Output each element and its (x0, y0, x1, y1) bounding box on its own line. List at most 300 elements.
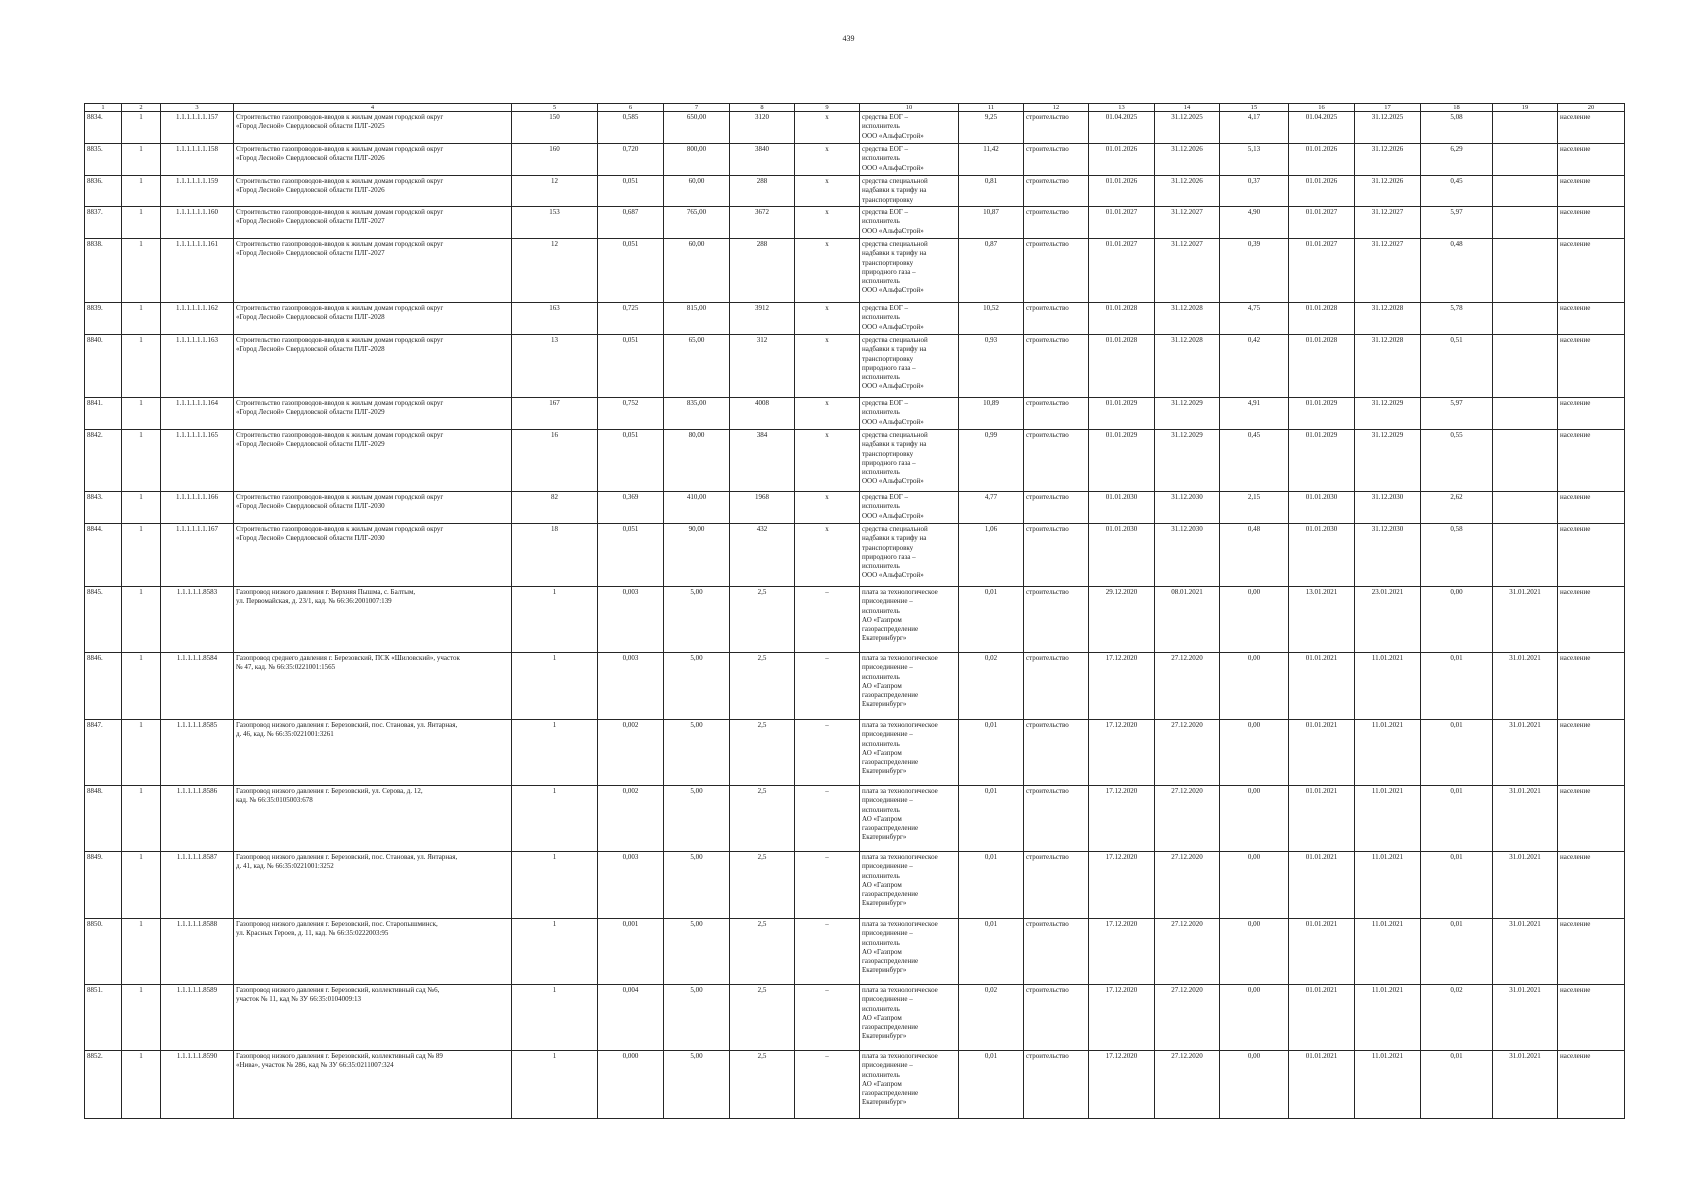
cell-col-4: Газопровод низкого давления г. Березовский, пос. Становая, ул. Янтарная, д. 46, кад. № 66:35:0221001:3261 (234, 720, 512, 786)
cell-col-18: 0,01 (1421, 720, 1493, 786)
cell-col-11: 0,01 (959, 786, 1024, 852)
cell-col-12: строительство (1024, 786, 1089, 852)
cell-col-20: население (1558, 852, 1625, 919)
table-row (85, 303, 1625, 335)
cell-col-4: Газопровод низкого давления г. Березовский, пос. Становая, ул. Янтарная, д. 41, кад. № 66:35:0221001:3252 (234, 852, 512, 919)
cell-col-17: 31.12.2030 (1355, 524, 1421, 587)
cell-col-10: средства ЕОГ – исполнитель ООО «АльфаСтрой» (860, 207, 959, 239)
cell-col-15: 0,48 (1220, 524, 1289, 587)
cell-col-11: 0,81 (959, 176, 1024, 207)
cell-col-1: 8836. (85, 176, 122, 207)
cell-col-6: 0,585 (598, 112, 664, 144)
cell-col-12: строительство (1024, 176, 1089, 207)
cell-col-12: строительство (1024, 239, 1089, 303)
table-row (85, 207, 1625, 239)
cell-col-17: 31.12.2029 (1355, 398, 1421, 430)
cell-col-18: 0,48 (1421, 239, 1493, 303)
cell-col-2: 1 (122, 786, 161, 852)
cell-col-11: 0,01 (959, 587, 1024, 653)
cell-col-2: 1 (122, 524, 161, 587)
column-number-18: 18 (1421, 104, 1493, 112)
table-row (85, 587, 1625, 653)
cell-col-9: х (795, 492, 860, 524)
cell-col-11: 0,87 (959, 239, 1024, 303)
cell-col-8: 288 (730, 176, 795, 207)
cell-col-14: 31.12.2027 (1155, 207, 1220, 239)
cell-col-2: 1 (122, 303, 161, 335)
cell-col-3: 1.1.1.1.1.8584 (161, 653, 234, 720)
cell-col-15: 5,13 (1220, 144, 1289, 176)
cell-col-8: 1968 (730, 492, 795, 524)
cell-col-13: 01.01.2026 (1089, 176, 1155, 207)
column-number-10: 10 (860, 104, 959, 112)
cell-col-8: 312 (730, 335, 795, 398)
column-number-4: 4 (234, 104, 512, 112)
cell-col-3: 1.1.1.1.1.8587 (161, 852, 234, 919)
cell-col-4: Строительство газопроводов-вводов к жилым домам городской округ «Город Лесной» Свердловской области ПЛГ-2029 (234, 398, 512, 430)
cell-col-1: 8846. (85, 653, 122, 720)
cell-col-18: 5,97 (1421, 398, 1493, 430)
cell-col-1: 8841. (85, 398, 122, 430)
cell-col-19: 31.01.2021 (1493, 786, 1558, 852)
cell-col-13: 17.12.2020 (1089, 653, 1155, 720)
cell-col-9: – (795, 985, 860, 1051)
cell-col-1: 8850. (85, 919, 122, 985)
table-row (85, 919, 1625, 985)
cell-col-1: 8838. (85, 239, 122, 303)
cell-col-3: 1.1.1.1.1.1.165 (161, 430, 234, 492)
column-number-13: 13 (1089, 104, 1155, 112)
table-row (85, 398, 1625, 430)
cell-col-2: 1 (122, 144, 161, 176)
cell-col-6: 0,000 (598, 1051, 664, 1119)
cell-col-18: 0,58 (1421, 524, 1493, 587)
cell-col-15: 0,00 (1220, 587, 1289, 653)
cell-col-5: 12 (512, 239, 598, 303)
cell-col-19 (1493, 492, 1558, 524)
cell-col-16: 01.01.2021 (1289, 985, 1355, 1051)
cell-col-9: – (795, 720, 860, 786)
cell-col-13: 01.01.2029 (1089, 430, 1155, 492)
cell-col-11: 0,99 (959, 430, 1024, 492)
cell-col-12: строительство (1024, 985, 1089, 1051)
cell-col-2: 1 (122, 207, 161, 239)
cell-col-11: 0,01 (959, 1051, 1024, 1119)
cell-col-9: х (795, 524, 860, 587)
cell-col-14: 27.12.2020 (1155, 1051, 1220, 1119)
cell-col-1: 8852. (85, 1051, 122, 1119)
cell-col-17: 11.01.2021 (1355, 919, 1421, 985)
cell-col-19 (1493, 112, 1558, 144)
cell-col-10: плата за технологическое присоединение – исполнитель АО «Газпром газораспределение Екатеринбург» (860, 852, 959, 919)
cell-col-13: 17.12.2020 (1089, 720, 1155, 786)
cell-col-14: 31.12.2028 (1155, 335, 1220, 398)
cell-col-15: 2,15 (1220, 492, 1289, 524)
cell-col-6: 0,051 (598, 335, 664, 398)
table-row (85, 492, 1625, 524)
cell-col-18: 5,08 (1421, 112, 1493, 144)
cell-col-4: Строительство газопроводов-вводов к жилым домам городской округ «Город Лесной» Свердловской области ПЛГ-2026 (234, 144, 512, 176)
cell-col-5: 167 (512, 398, 598, 430)
cell-col-13: 17.12.2020 (1089, 1051, 1155, 1119)
cell-col-11: 0,02 (959, 985, 1024, 1051)
cell-col-9: х (795, 303, 860, 335)
cell-col-6: 0,051 (598, 176, 664, 207)
cell-col-4: Строительство газопроводов-вводов к жилым домам городской округ «Город Лесной» Свердловской области ПЛГ-2029 (234, 430, 512, 492)
cell-col-9: х (795, 112, 860, 144)
column-number-7: 7 (664, 104, 730, 112)
cell-col-6: 0,725 (598, 303, 664, 335)
cell-col-16: 01.01.2021 (1289, 786, 1355, 852)
cell-col-16: 01.01.2026 (1289, 144, 1355, 176)
cell-col-4: Строительство газопроводов-вводов к жилым домам городской округ «Город Лесной» Свердловской области ПЛГ-2030 (234, 524, 512, 587)
cell-col-13: 17.12.2020 (1089, 852, 1155, 919)
cell-col-7: 800,00 (664, 144, 730, 176)
cell-col-10: средства специальной надбавки к тарифу на транспортировку природного газа – исполнитель ООО «АльфаСтрой» (860, 239, 959, 303)
cell-col-9: – (795, 587, 860, 653)
cell-col-11: 0,01 (959, 852, 1024, 919)
cell-col-18: 5,97 (1421, 207, 1493, 239)
cell-col-2: 1 (122, 720, 161, 786)
cell-col-17: 31.12.2028 (1355, 303, 1421, 335)
cell-col-18: 0,01 (1421, 919, 1493, 985)
cell-col-9: х (795, 335, 860, 398)
table-row (85, 144, 1625, 176)
cell-col-7: 90,00 (664, 524, 730, 587)
cell-col-14: 08.01.2021 (1155, 587, 1220, 653)
cell-col-9: – (795, 852, 860, 919)
cell-col-2: 1 (122, 1051, 161, 1119)
table-row (85, 176, 1625, 207)
cell-col-4: Строительство газопроводов-вводов к жилым домам городской округ «Город Лесной» Свердловской области ПЛГ-2027 (234, 207, 512, 239)
cell-col-3: 1.1.1.1.1.1.157 (161, 112, 234, 144)
cell-col-3: 1.1.1.1.1.8586 (161, 786, 234, 852)
cell-col-19: 31.01.2021 (1493, 852, 1558, 919)
cell-col-8: 2,5 (730, 786, 795, 852)
cell-col-10: плата за технологическое присоединение – исполнитель АО «Газпром газораспределение Екатеринбург» (860, 786, 959, 852)
cell-col-17: 31.12.2029 (1355, 430, 1421, 492)
table-row (85, 112, 1625, 144)
cell-col-7: 5,00 (664, 720, 730, 786)
cell-col-15: 0,00 (1220, 985, 1289, 1051)
cell-col-10: плата за технологическое присоединение – исполнитель АО «Газпром газораспределение Екатеринбург» (860, 919, 959, 985)
cell-col-7: 80,00 (664, 430, 730, 492)
cell-col-5: 1 (512, 587, 598, 653)
cell-col-17: 31.12.2028 (1355, 335, 1421, 398)
cell-col-3: 1.1.1.1.1.1.158 (161, 144, 234, 176)
cell-col-16: 01.01.2028 (1289, 335, 1355, 398)
cell-col-15: 4,17 (1220, 112, 1289, 144)
cell-col-9: – (795, 919, 860, 985)
cell-col-17: 11.01.2021 (1355, 985, 1421, 1051)
cell-col-17: 31.12.2026 (1355, 144, 1421, 176)
column-number-14: 14 (1155, 104, 1220, 112)
cell-col-1: 8848. (85, 786, 122, 852)
cell-col-10: средства специальной надбавки к тарифу на транспортировку природного газа – исполнитель ООО «АльфаСтрой» (860, 335, 959, 398)
cell-col-18: 0,55 (1421, 430, 1493, 492)
cell-col-20: население (1558, 1051, 1625, 1119)
cell-col-8: 3912 (730, 303, 795, 335)
cell-col-12: строительство (1024, 587, 1089, 653)
cell-col-3: 1.1.1.1.1.8583 (161, 587, 234, 653)
cell-col-3: 1.1.1.1.1.1.167 (161, 524, 234, 587)
cell-col-8: 2,5 (730, 985, 795, 1051)
cell-col-5: 16 (512, 430, 598, 492)
cell-col-9: – (795, 786, 860, 852)
cell-col-17: 31.12.2030 (1355, 492, 1421, 524)
cell-col-5: 1 (512, 852, 598, 919)
cell-col-15: 0,00 (1220, 720, 1289, 786)
cell-col-19: 31.01.2021 (1493, 587, 1558, 653)
column-number-5: 5 (512, 104, 598, 112)
cell-col-20: население (1558, 720, 1625, 786)
cell-col-19 (1493, 430, 1558, 492)
cell-col-20: население (1558, 653, 1625, 720)
cell-col-18: 0,45 (1421, 176, 1493, 207)
cell-col-15: 0,42 (1220, 335, 1289, 398)
cell-col-14: 27.12.2020 (1155, 919, 1220, 985)
cell-col-12: строительство (1024, 430, 1089, 492)
cell-col-10: плата за технологическое присоединение – исполнитель АО «Газпром газораспределение Екатеринбург» (860, 587, 959, 653)
cell-col-18: 0,01 (1421, 852, 1493, 919)
cell-col-11: 4,77 (959, 492, 1024, 524)
cell-col-20: население (1558, 492, 1625, 524)
cell-col-6: 0,002 (598, 720, 664, 786)
cell-col-3: 1.1.1.1.1.8589 (161, 985, 234, 1051)
cell-col-8: 2,5 (730, 653, 795, 720)
cell-col-11: 10,87 (959, 207, 1024, 239)
cell-col-19 (1493, 176, 1558, 207)
cell-col-2: 1 (122, 112, 161, 144)
cell-col-6: 0,004 (598, 985, 664, 1051)
cell-col-9: х (795, 207, 860, 239)
cell-col-1: 8834. (85, 112, 122, 144)
cell-col-1: 8837. (85, 207, 122, 239)
cell-col-18: 0,00 (1421, 587, 1493, 653)
cell-col-5: 1 (512, 653, 598, 720)
cell-col-18: 2,62 (1421, 492, 1493, 524)
cell-col-19 (1493, 524, 1558, 587)
cell-col-9: х (795, 239, 860, 303)
cell-col-8: 3672 (730, 207, 795, 239)
column-number-2: 2 (122, 104, 161, 112)
cell-col-7: 65,00 (664, 335, 730, 398)
cell-col-7: 835,00 (664, 398, 730, 430)
cell-col-3: 1.1.1.1.1.8585 (161, 720, 234, 786)
cell-col-11: 10,89 (959, 398, 1024, 430)
cell-col-14: 27.12.2020 (1155, 985, 1220, 1051)
cell-col-8: 432 (730, 524, 795, 587)
cell-col-14: 31.12.2026 (1155, 144, 1220, 176)
column-number-15: 15 (1220, 104, 1289, 112)
cell-col-19 (1493, 239, 1558, 303)
cell-col-10: средства специальной надбавки к тарифу на транспортировку (860, 176, 959, 207)
cell-col-17: 11.01.2021 (1355, 786, 1421, 852)
cell-col-5: 153 (512, 207, 598, 239)
cell-col-9: – (795, 653, 860, 720)
cell-col-7: 765,00 (664, 207, 730, 239)
cell-col-3: 1.1.1.1.1.1.164 (161, 398, 234, 430)
cell-col-2: 1 (122, 587, 161, 653)
cell-col-6: 0,051 (598, 239, 664, 303)
cell-col-8: 4008 (730, 398, 795, 430)
cell-col-20: население (1558, 176, 1625, 207)
cell-col-12: строительство (1024, 720, 1089, 786)
cell-col-17: 31.12.2027 (1355, 207, 1421, 239)
cell-col-7: 5,00 (664, 1051, 730, 1119)
cell-col-4: Газопровод среднего давления г. Березовский, ПСК «Шиловский», участок № 47, кад. № 66:35:0221001:1565 (234, 653, 512, 720)
cell-col-7: 410,00 (664, 492, 730, 524)
cell-col-4: Строительство газопроводов-вводов к жилым домам городской округ «Город Лесной» Свердловской области ПЛГ-2027 (234, 239, 512, 303)
cell-col-7: 5,00 (664, 653, 730, 720)
column-number-3: 3 (161, 104, 234, 112)
cell-col-4: Газопровод низкого давления г. Березовский, пос. Старопышминск, ул. Красных Героев, д. 11, кад. № 66:35:0222003:95 (234, 919, 512, 985)
cell-col-8: 2,5 (730, 720, 795, 786)
cell-col-14: 27.12.2020 (1155, 720, 1220, 786)
cell-col-3: 1.1.1.1.1.1.159 (161, 176, 234, 207)
cell-col-16: 01.01.2021 (1289, 1051, 1355, 1119)
cell-col-10: средства специальной надбавки к тарифу на транспортировку природного газа – исполнитель ООО «АльфаСтрой» (860, 430, 959, 492)
table-row (85, 653, 1625, 720)
cell-col-19: 31.01.2021 (1493, 985, 1558, 1051)
cell-col-16: 01.01.2021 (1289, 919, 1355, 985)
cell-col-5: 18 (512, 524, 598, 587)
cell-col-9: х (795, 430, 860, 492)
cell-col-17: 11.01.2021 (1355, 720, 1421, 786)
cell-col-19 (1493, 335, 1558, 398)
cell-col-4: Строительство газопроводов-вводов к жилым домам городской округ «Город Лесной» Свердловской области ПЛГ-2025 (234, 112, 512, 144)
table-row (85, 524, 1625, 587)
cell-col-1: 8849. (85, 852, 122, 919)
cell-col-16: 01.01.2028 (1289, 303, 1355, 335)
column-number-20: 20 (1558, 104, 1625, 112)
cell-col-1: 8844. (85, 524, 122, 587)
cell-col-5: 1 (512, 1051, 598, 1119)
cell-col-20: население (1558, 985, 1625, 1051)
cell-col-16: 01.04.2025 (1289, 112, 1355, 144)
cell-col-18: 0,02 (1421, 985, 1493, 1051)
cell-col-16: 01.01.2026 (1289, 176, 1355, 207)
cell-col-5: 160 (512, 144, 598, 176)
cell-col-13: 01.01.2029 (1089, 398, 1155, 430)
cell-col-10: средства специальной надбавки к тарифу на транспортировку природного газа – исполнитель ООО «АльфаСтрой» (860, 524, 959, 587)
cell-col-17: 11.01.2021 (1355, 1051, 1421, 1119)
cell-col-1: 8843. (85, 492, 122, 524)
cell-col-9: – (795, 1051, 860, 1119)
cell-col-10: средства ЕОГ – исполнитель ООО «АльфаСтрой» (860, 144, 959, 176)
cell-col-12: строительство (1024, 653, 1089, 720)
cell-col-19 (1493, 144, 1558, 176)
column-number-11: 11 (959, 104, 1024, 112)
cell-col-20: население (1558, 786, 1625, 852)
cell-col-12: строительство (1024, 207, 1089, 239)
cell-col-10: плата за технологическое присоединение – исполнитель АО «Газпром газораспределение Екатеринбург» (860, 1051, 959, 1119)
cell-col-12: строительство (1024, 112, 1089, 144)
cell-col-18: 0,01 (1421, 786, 1493, 852)
register-table (84, 103, 1625, 1119)
cell-col-17: 31.12.2026 (1355, 176, 1421, 207)
cell-col-18: 0,51 (1421, 335, 1493, 398)
cell-col-2: 1 (122, 398, 161, 430)
cell-col-10: средства ЕОГ – исполнитель ООО «АльфаСтрой» (860, 398, 959, 430)
cell-col-11: 9,25 (959, 112, 1024, 144)
cell-col-3: 1.1.1.1.1.1.161 (161, 239, 234, 303)
cell-col-14: 31.12.2025 (1155, 112, 1220, 144)
cell-col-7: 5,00 (664, 587, 730, 653)
cell-col-5: 12 (512, 176, 598, 207)
cell-col-8: 288 (730, 239, 795, 303)
cell-col-8: 3120 (730, 112, 795, 144)
cell-col-12: строительство (1024, 144, 1089, 176)
cell-col-5: 1 (512, 786, 598, 852)
cell-col-18: 5,78 (1421, 303, 1493, 335)
cell-col-20: население (1558, 919, 1625, 985)
cell-col-4: Газопровод низкого давления г. Березовский, коллективный сад №6, участок № 11, кад № ЗУ 66:35:0104009:13 (234, 985, 512, 1051)
cell-col-6: 0,720 (598, 144, 664, 176)
cell-col-15: 0,37 (1220, 176, 1289, 207)
cell-col-19 (1493, 303, 1558, 335)
cell-col-20: население (1558, 335, 1625, 398)
cell-col-17: 23.01.2021 (1355, 587, 1421, 653)
cell-col-11: 1,06 (959, 524, 1024, 587)
cell-col-8: 3840 (730, 144, 795, 176)
cell-col-2: 1 (122, 985, 161, 1051)
cell-col-7: 60,00 (664, 176, 730, 207)
cell-col-19: 31.01.2021 (1493, 653, 1558, 720)
cell-col-6: 0,001 (598, 919, 664, 985)
cell-col-4: Газопровод низкого давления г. Березовский, ул. Серова, д. 12, кад. № 66:35:0105003:678 (234, 786, 512, 852)
cell-col-11: 0,93 (959, 335, 1024, 398)
cell-col-17: 31.12.2027 (1355, 239, 1421, 303)
cell-col-2: 1 (122, 176, 161, 207)
cell-col-13: 01.01.2028 (1089, 303, 1155, 335)
cell-col-8: 384 (730, 430, 795, 492)
cell-col-16: 01.01.2021 (1289, 720, 1355, 786)
cell-col-14: 31.12.2026 (1155, 176, 1220, 207)
cell-col-8: 2,5 (730, 852, 795, 919)
cell-col-13: 17.12.2020 (1089, 919, 1155, 985)
cell-col-7: 5,00 (664, 985, 730, 1051)
cell-col-6: 0,003 (598, 852, 664, 919)
cell-col-6: 0,003 (598, 587, 664, 653)
cell-col-19 (1493, 207, 1558, 239)
cell-col-4: Газопровод низкого давления г. Березовский, коллективный сад № 89 «Нива», участок № 286, кад № ЗУ 66:35:0211007:324 (234, 1051, 512, 1119)
cell-col-15: 0,39 (1220, 239, 1289, 303)
cell-col-12: строительство (1024, 1051, 1089, 1119)
cell-col-15: 4,75 (1220, 303, 1289, 335)
cell-col-5: 13 (512, 335, 598, 398)
cell-col-1: 8839. (85, 303, 122, 335)
cell-col-7: 5,00 (664, 919, 730, 985)
cell-col-2: 1 (122, 335, 161, 398)
cell-col-7: 650,00 (664, 112, 730, 144)
cell-col-2: 1 (122, 492, 161, 524)
cell-col-12: строительство (1024, 852, 1089, 919)
cell-col-4: Строительство газопроводов-вводов к жилым домам городской округ «Город Лесной» Свердловской области ПЛГ-2028 (234, 335, 512, 398)
cell-col-20: население (1558, 112, 1625, 144)
cell-col-8: 2,5 (730, 919, 795, 985)
cell-col-3: 1.1.1.1.1.1.163 (161, 335, 234, 398)
cell-col-7: 60,00 (664, 239, 730, 303)
cell-col-13: 29.12.2020 (1089, 587, 1155, 653)
cell-col-4: Строительство газопроводов-вводов к жилым домам городской округ «Город Лесной» Свердловской области ПЛГ-2026 (234, 176, 512, 207)
cell-col-14: 27.12.2020 (1155, 786, 1220, 852)
cell-col-12: строительство (1024, 524, 1089, 587)
cell-col-7: 5,00 (664, 786, 730, 852)
cell-col-11: 0,02 (959, 653, 1024, 720)
cell-col-18: 0,01 (1421, 1051, 1493, 1119)
table-row (85, 239, 1625, 303)
